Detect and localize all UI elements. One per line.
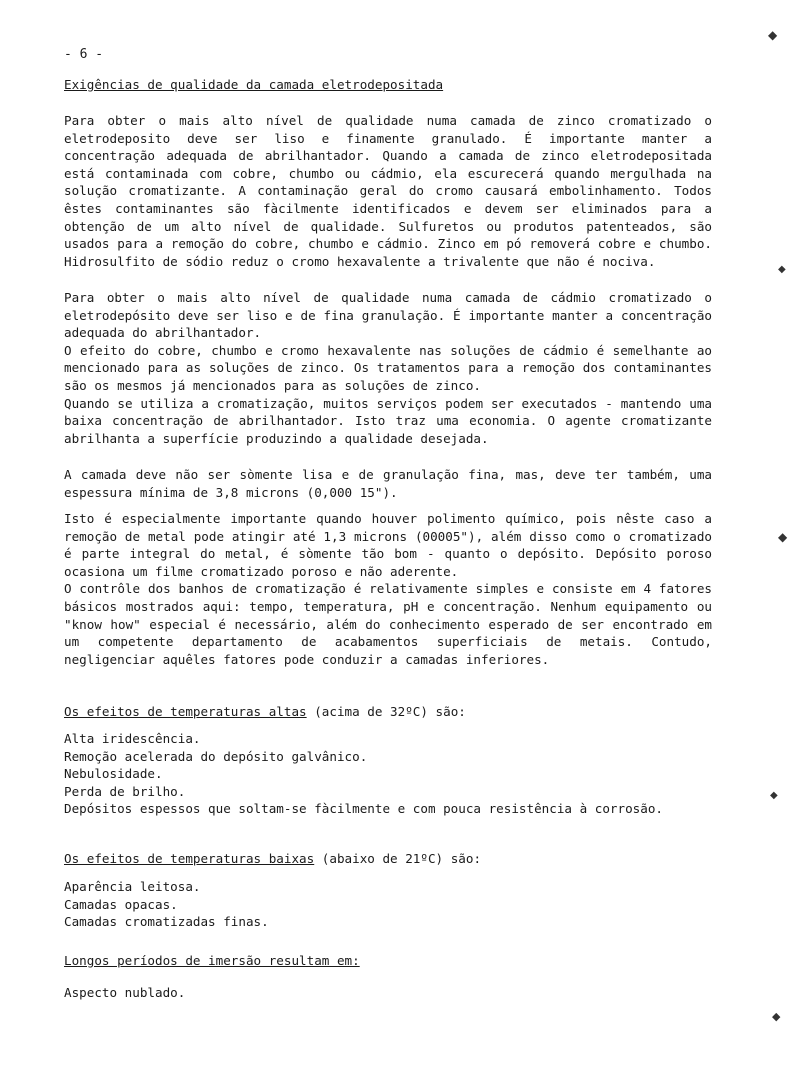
section-title-imersao: Longos períodos de imersão resultam em: bbox=[64, 953, 360, 968]
paragraph-zinco bbox=[64, 112, 712, 270]
list-temperaturas-baixas bbox=[64, 878, 712, 931]
paragraph-text: A camada deve não ser sòmente lisa e de granulação fina, mas, deve ter também, uma espessura mínima de 3,8 microns (0,000 15"). bbox=[64, 467, 712, 500]
scan-speck-mark: ◆ bbox=[772, 1010, 781, 1023]
paragraph-cadmio bbox=[64, 289, 712, 447]
scan-speck-mark: ◆ bbox=[770, 790, 778, 801]
list-item: Remoção acelerada do depósito galvânico. bbox=[64, 748, 368, 764]
paragraph-text: Quando se utiliza a cromatização, muitos serviços podem ser executados - mantendo uma baixa concentração de abrilhantador. Isto traz uma economia. O agente cromatizante abrilhanta a superfície produzindo a qualidade desejada. bbox=[64, 395, 712, 446]
scan-speck-mark: ◆ bbox=[768, 28, 778, 42]
paragraph-text: O efeito do cobre, chumbo e cromo hexavalente nas soluções de cádmio é semelhante ao mencionado para as soluções de zinco. Os tratamentos para a remoção dos contaminantes são os mesmos já mencionados para as soluções de zinco. bbox=[64, 342, 712, 393]
scan-speck-mark: ◆ bbox=[778, 264, 786, 275]
paragraph-text: Para obter o mais alto nível de qualidade numa camada de zinco cromatizado o eletrodeposito deve ser liso e finamente granulado. É importante manter a concentração adequada de abrilhantador. Quando a camada de zinco eletrodepositada está contaminada com cobre, chumbo ou cádmio, ela escurecerá quando mergulhada na solução cromatizante. A contaminação geral do cromo causará embolinhamento. Todos êstes contaminantes são fàcilmente identificados e devem ser eliminados para a obtenção de um alto nível de qualidade. Sulfuretos ou produtos patenteados, são usados para a remoção do cobre, chumbo e cádmio. Zinco em pó removerá cobre e chumbo. Hidrosulfito de sódio reduz o cromo hexavalente a trivalente que não é nociva. bbox=[64, 113, 712, 269]
section-title-temperaturas-baixas bbox=[64, 850, 481, 868]
section-title-temperaturas-altas bbox=[64, 703, 466, 721]
list-temperaturas-altas bbox=[64, 730, 712, 818]
list-item: Aspecto nublado. bbox=[64, 985, 186, 1000]
list-item: Aparência leitosa. bbox=[64, 879, 201, 894]
paragraph-espessura bbox=[64, 466, 712, 501]
list-item: Camadas cromatizadas finas. bbox=[64, 914, 269, 930]
list-item: Perda de brilho. bbox=[64, 783, 186, 799]
section-title-qualidade: Exigências de qualidade da camada eletrodepositada bbox=[64, 77, 444, 92]
section-title-rest: (abaixo de 21ºC) são: bbox=[314, 851, 482, 866]
paragraph-text: Para obter o mais alto nível de qualidade numa camada de cádmio cromatizado o eletrodepósito deve ser liso e de fina granulação. É importante manter a concentração adequada do abrilhantador. bbox=[64, 290, 712, 341]
list-item: Depósitos espessos que soltam-se fàcilmente e com pouca resistência à corrosão. bbox=[64, 801, 663, 817]
section-title-underlined: Os efeitos de temperaturas baixas bbox=[64, 851, 315, 866]
section-title-underlined: Os efeitos de temperaturas altas bbox=[64, 704, 307, 719]
list-imersao bbox=[64, 984, 712, 1002]
list-item: Camadas opacas. bbox=[64, 896, 178, 912]
scan-speck-mark: ◆ bbox=[778, 530, 788, 544]
section-title-rest: (acima de 32ºC) são: bbox=[306, 704, 466, 719]
list-item: Nebulosidade. bbox=[64, 766, 163, 782]
paragraph-text: O contrôle dos banhos de cromatização é relativamente simples e consiste em 4 fatores básicos mostrados aqui: tempo, temperatura, pH e concentração. Nenhum equipamento ou "know how" especial é necessário, além do conhecimento esperado de ser encontrado em um competente departamento de acabamentos superficiais de metais. Contudo, negligenciar aquêles fatores pode conduzir a camadas inferiores. bbox=[64, 581, 712, 667]
list-item: Alta iridescência. bbox=[64, 731, 201, 746]
paragraph-text: Isto é especialmente importante quando houver polimento químico, pois nêste caso a remoção de metal pode atingir até 1,3 microns (00005"), além disso como o cromatizado é parte integral do metal, é sòmente tão bom - quanto o depósito. Depósito poroso ocasiona um filme cromatizado poroso e não aderente. bbox=[64, 511, 712, 579]
paragraph-polimento bbox=[64, 510, 712, 668]
page-number: - 6 - bbox=[64, 47, 104, 62]
